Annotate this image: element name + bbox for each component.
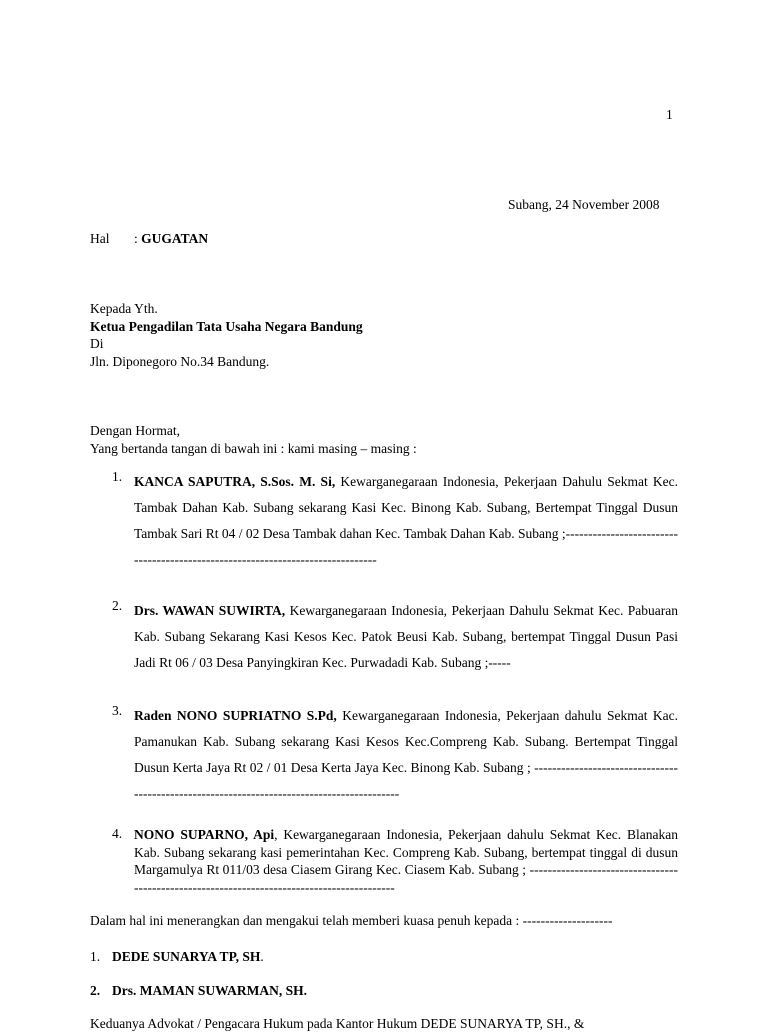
party-item — [112, 598, 678, 676]
party-number: 2. — [112, 598, 123, 613]
recipient-address: Jln. Diponegoro No.34 Bandung. — [90, 353, 270, 369]
party-details: , Kewarganegaraan Indonesia, Pekerjaan dahulu Sekmat Kec. Blanakan Kab. Subang sekarang kasi pemerintahan Kec. Compreng Kab. Subang, bertempat tinggal di dusun Margamulya Rt 011/03 desa Ciasem Girang Kec. Ciasem Kab. Subang ; ------------------------------------------------------------------------------------------- — [134, 827, 678, 895]
attorney-name: DEDE SUNARYA TP, SH — [112, 949, 261, 964]
subject-line — [90, 231, 208, 247]
party-details: Kewarganegaraan Indonesia, Pekerjaan Dahulu Sekmat Kec. Tambak Dahan Kab. Subang sekarang Kasi Kec. Binong Kab. Subang, Bertempat Tinggal Dusun Tambak Sari Rt 04 / 02 Desa Tambak dahan Kec. Tambak Dahan Kab. Subang ;------------------------------------------------------------------------------- — [134, 474, 678, 567]
party-text — [134, 703, 678, 807]
party-number: 1. — [112, 469, 123, 484]
party-name: NONO SUPARNO, Api — [134, 827, 275, 842]
recipient-di: Di — [90, 336, 104, 351]
party-details: Kewarganegaraan Indonesia, Pekerjaan dahulu Sekmat Kac. Pamanukan Kab. Subang sekarang Kasi Kesos Kec.Compreng Kab. Subang. Bertempat Tinggal Dusun Kerta Jaya Rt 02 / 01 Desa Kerta Jaya Kec. Binong Kab. Subang ; ------------------------------------------------------------------------------------------- — [134, 708, 678, 801]
attorney-item — [90, 983, 307, 999]
party-number: 3. — [112, 703, 123, 718]
party-text — [134, 469, 678, 573]
party-number: 4. — [112, 826, 123, 841]
party-item — [112, 469, 678, 573]
power-of-attorney-statement: Dalam hal ini menerangkan dan mengakui telah memberi kuasa penuh kepada : -------------------- — [90, 913, 613, 928]
party-item — [112, 826, 678, 896]
attorney-suffix: . — [260, 949, 264, 964]
recipient-court: Ketua Pengadilan Tata Usaha Negara Bandung — [90, 318, 363, 334]
party-text — [134, 598, 678, 676]
recipient-greeting: Kepada Yth. — [90, 301, 158, 316]
letter-date: Subang, 24 November 2008 — [508, 197, 660, 212]
salutation: Dengan Hormat, — [90, 423, 180, 438]
recipient-block — [90, 300, 363, 370]
subject-separator: : — [134, 231, 142, 246]
subject-value: GUGATAN — [141, 231, 209, 246]
party-name: KANCA SAPUTRA, S.Sos. M. Si, — [134, 474, 336, 489]
opening-block — [90, 422, 417, 457]
party-name: Raden NONO SUPRIATNO S.Pd, — [134, 708, 337, 723]
page-number: 1 — [666, 107, 673, 122]
party-details: Kewarganegaraan Indonesia, Pekerjaan Dahulu Sekmat Kec. Pabuaran Kab. Subang Sekarang Kasi Kesos Kec. Patok Beusi Kab. Subang, bertempat Tinggal Dusun Pasi Jadi Rt 06 / 03 Desa Panyingkiran Kec. Purwadadi Kab. Subang ;----- — [134, 603, 678, 670]
intro-line: Yang bertanda tangan di bawah ini : kami masing – masing : — [90, 440, 417, 456]
attorney-number: 2. — [90, 983, 101, 998]
cutoff-line: Keduanya Advokat / Pengacara Hukum pada Kantor Hukum DEDE SUNARYA TP, SH., & — [90, 1016, 585, 1031]
attorney-number: 1. — [90, 949, 101, 964]
attorney-item — [90, 949, 264, 965]
party-item — [112, 703, 678, 807]
attorney-name: Drs. MAMAN SUWARMAN, SH. — [112, 983, 307, 998]
subject-label: Hal — [90, 231, 110, 246]
party-text — [134, 826, 678, 896]
party-name: Drs. WAWAN SUWIRTA, — [134, 603, 286, 618]
